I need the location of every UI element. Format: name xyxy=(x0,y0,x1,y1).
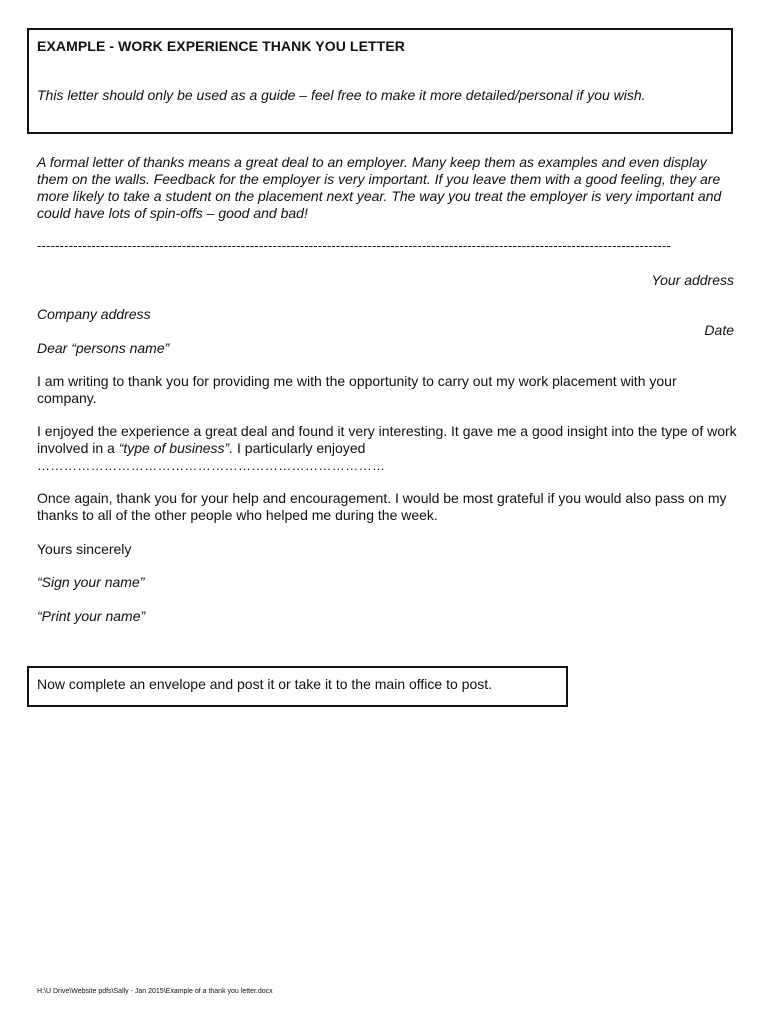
paragraph-2-start: I enjoyed the experience a great deal and found it very interesting. It gave me a good insight into the type of work involved in a xyxy=(37,423,737,456)
closing: Yours sincerely xyxy=(37,541,132,557)
sign-name-placeholder: “Sign your name” xyxy=(37,574,145,590)
footer-note: Now complete an envelope and post it or take it to the main office to post. xyxy=(37,676,493,692)
salutation: Dear “persons name” xyxy=(37,340,170,356)
date-placeholder: Date xyxy=(704,322,734,338)
letter-paragraph-2 xyxy=(37,423,737,457)
type-of-business-placeholder: “type of business”. xyxy=(118,440,234,456)
letter-paragraph-3: Once again, thank you for your help and encouragement. I would be most grateful if you would also pass on my thanks to all of the other people who helped me during the week. xyxy=(37,490,727,523)
print-name-placeholder: “Print your name” xyxy=(37,608,146,624)
letter-paragraph-1: I am writing to thank you for providing me with the opportunity to carry out my work placement with your company. xyxy=(37,373,677,406)
company-address-placeholder: Company address xyxy=(37,306,151,322)
intro-paragraph: A formal letter of thanks means a great deal to an employer. Many keep them as examples and even display them on the walls. Feedback for the employer is very important. If you leave them with a good feeling, they are more likely to take a student on the placement next year. The way you treat the employer is very important and could have lots of spin-offs – good and bad! xyxy=(37,154,722,221)
fill-in-dots: …………………………………………………………………… xyxy=(37,458,386,473)
file-path: H:\U Drive\Website pdfs\Sally - Jan 2015\Example of a thank you letter.docx xyxy=(37,988,273,995)
paragraph-2-end: I particularly enjoyed xyxy=(233,440,366,456)
guide-note: This letter should only be used as a guide – feel free to make it more detailed/personal if you wish. xyxy=(37,87,646,103)
dashed-divider: -------------------------------------------------------------------------------------------------------------------------------------------- xyxy=(37,238,672,253)
page-title: EXAMPLE - WORK EXPERIENCE THANK YOU LETTER xyxy=(37,38,405,54)
your-address-placeholder: Your address xyxy=(651,272,734,288)
